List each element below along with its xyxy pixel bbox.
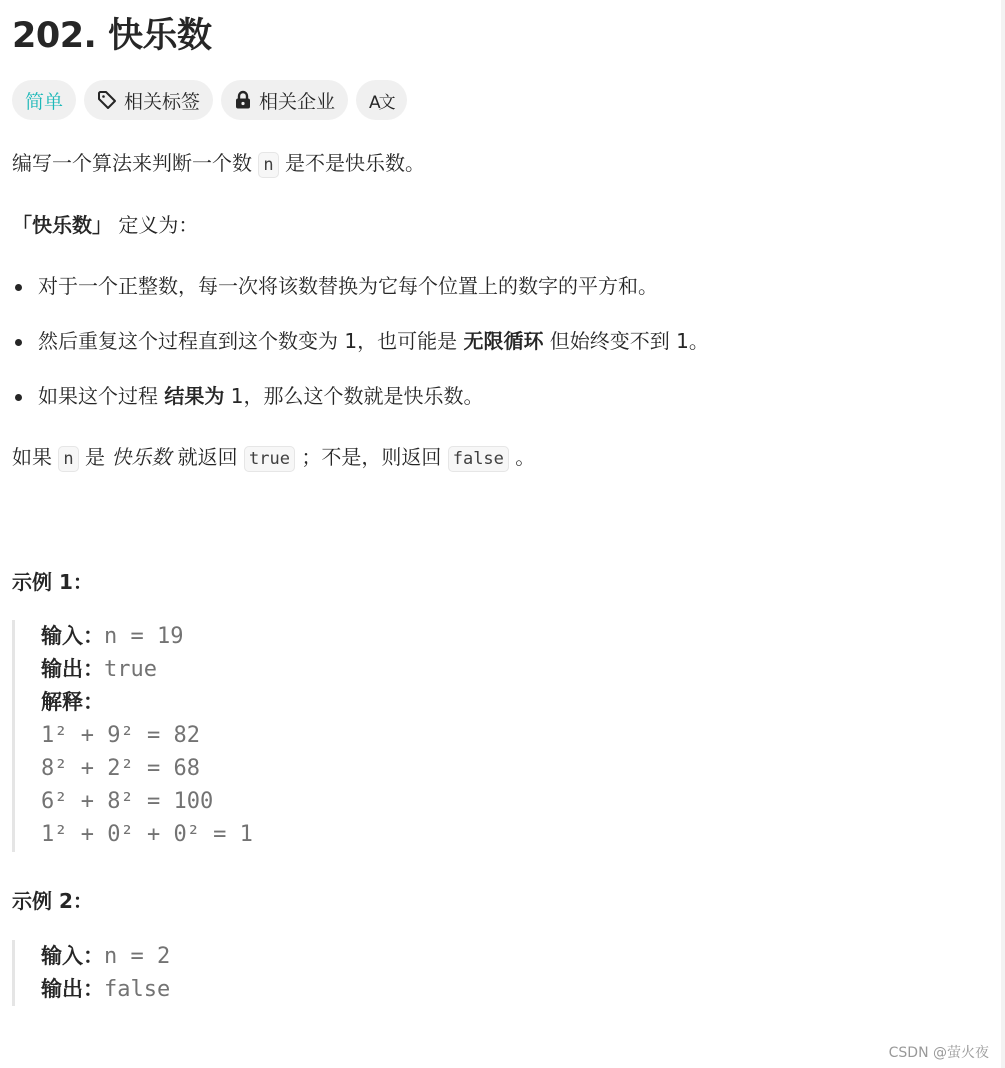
watermark: CSDN @萤火夜 xyxy=(888,1045,989,1061)
difficulty-label: 简单 xyxy=(25,90,64,113)
example-2-block xyxy=(12,940,170,1006)
related-tags-button[interactable] xyxy=(84,80,213,120)
example-output: 输出：false xyxy=(41,977,171,1002)
example-1-block xyxy=(12,620,253,852)
description-paragraph: 编写一个算法来判断一个数 n 是不是快乐数。 xyxy=(12,148,425,180)
example-input: 输入：n = 2 xyxy=(41,944,171,969)
rule-item: 然后重复这个过程直到这个数变为 1，也可能是 无限循环 但始终变不到 1。 xyxy=(12,326,709,356)
example-output: 输出：true xyxy=(41,657,157,682)
explanation-line: 8² + 2² = 68 xyxy=(41,756,200,781)
related-companies-label: 相关企业 xyxy=(259,90,336,113)
explanation-line: 1² + 0² + 0² = 1 xyxy=(41,822,253,847)
rule-item: 如果这个过程 结果为 1，那么这个数就是快乐数。 xyxy=(12,381,483,411)
difficulty-badge[interactable] xyxy=(12,80,76,120)
translate-icon: A文 xyxy=(369,92,394,113)
tag-row xyxy=(12,80,407,120)
example-input: 输入：n = 19 xyxy=(41,624,184,649)
return-paragraph: 如果 n 是 快乐数 就返回 true ；不是，则返回 false 。 xyxy=(12,442,535,474)
lock-icon xyxy=(234,90,252,110)
related-tags-label: 相关标签 xyxy=(124,90,201,113)
example-1-heading: 示例 1： xyxy=(12,570,93,594)
translate-button[interactable] xyxy=(356,80,407,120)
scrollbar[interactable] xyxy=(1001,0,1005,1068)
tag-icon xyxy=(97,90,117,110)
related-companies-button[interactable] xyxy=(221,80,348,120)
example-explanation-label: 解释： xyxy=(41,690,104,714)
explanation-line: 1² + 9² = 82 xyxy=(41,723,200,748)
rule-item: 对于一个正整数，每一次将该数替换为它每个位置上的数字的平方和。 xyxy=(12,271,658,301)
page-title: 202. 快乐数 xyxy=(12,16,212,56)
definition-heading: 「快乐数」 定义为： xyxy=(12,213,199,237)
example-2-heading: 示例 2： xyxy=(12,889,93,913)
explanation-line: 6² + 8² = 100 xyxy=(41,789,214,814)
